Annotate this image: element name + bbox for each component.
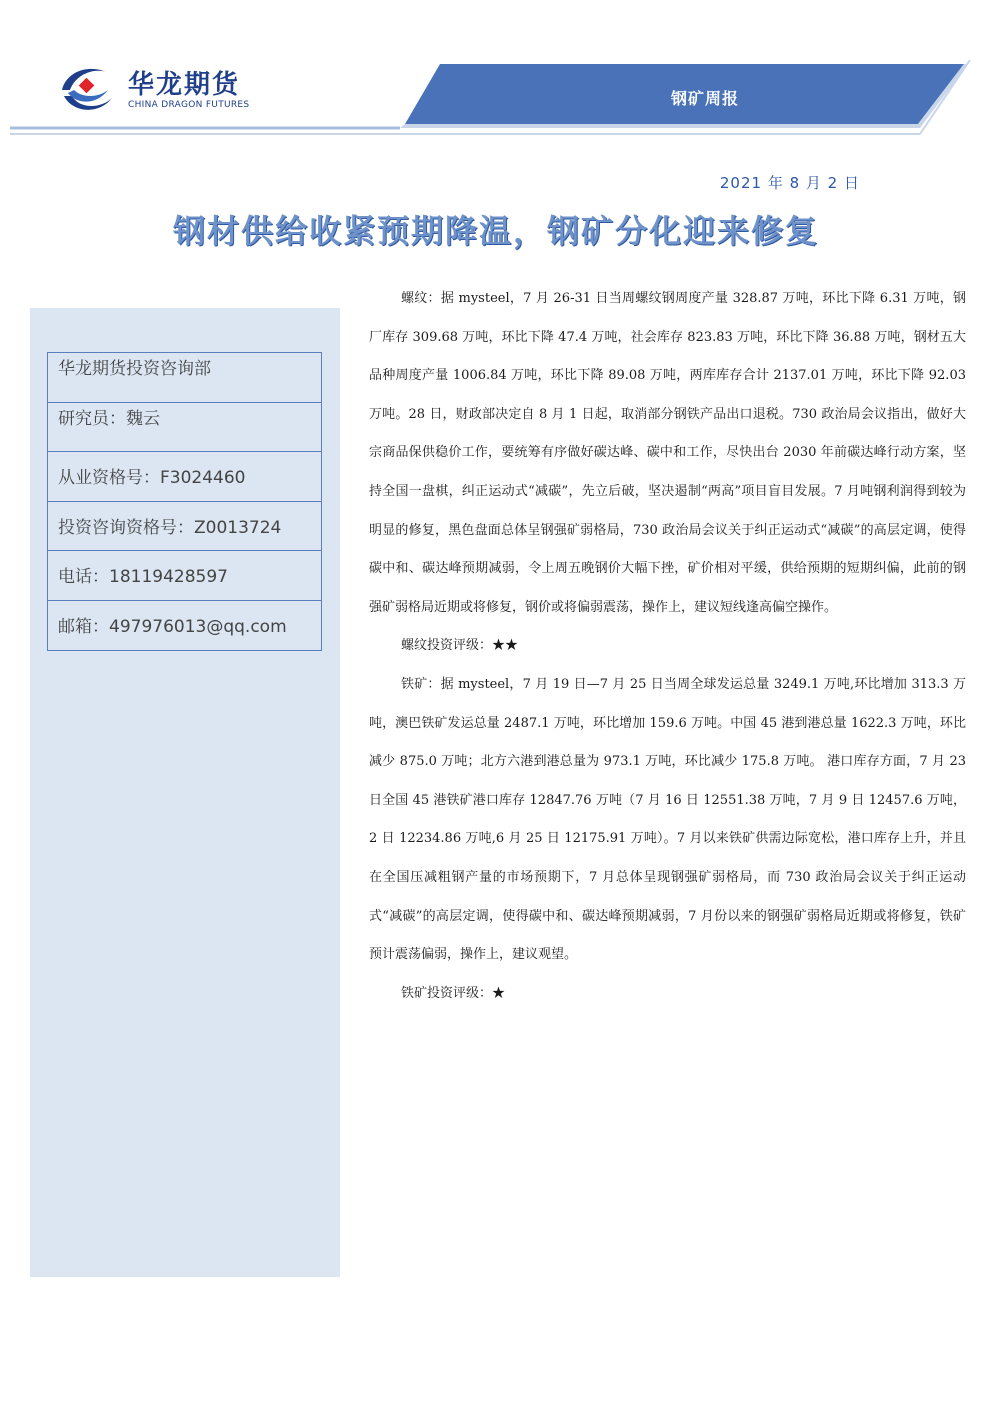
iron-ore-analysis-paragraph: 铁矿：据 mysteel，7 月 19 日—7 月 25 日当周全球发运总量 3249.1 万吨,环比增加 313.3 万吨，澳巴铁矿发运总量 2487.1 万吨，环比增加 159.6 万吨。中国 45 港到港总量 1622.3 万吨，环比减少 875.0 万吨；北方六港到港总量为 973.1 万吨，环比减少 175.8 万吨。 港口库存方面，7 月 23 日全国 45 港铁矿港口库存 12847.76 万吨（7 月 16 日 12551.38 万吨，7 月 9 日 12457.6 万吨，2 日 12234.86 万吨,6 月 25 日 12175.91 万吨）。7 月以来铁矿供需边际宽松，港口库存上升，并且在全国压减粗钢产量的市场预期下，7 月总体呈现钢强矿弱格局，而 730 政治局会议关于纠正运动式“减碳”的高层定调，使得碳中和、碳达峰预期减弱，7 月份以来的钢强矿弱格局近期或将修复，铁矿预计震荡偏弱，操作上，建议观望。 [369, 676, 966, 963]
advisory-qualification-number: 投资咨询资格号：Z0013724 [48, 502, 321, 552]
qualification-number: 从业资格号：F3024460 [48, 452, 321, 502]
department-label: 华龙期货投资咨询部 [48, 353, 321, 403]
email-address: 邮箱：497976013@qq.com [58, 616, 287, 637]
report-body [369, 280, 966, 1013]
phone-number: 电话：18119428597 [48, 551, 321, 601]
sidebar [30, 308, 340, 1277]
header-banner [0, 60, 992, 140]
researcher-label: 研究员：魏云 [48, 403, 321, 453]
contact-info-box [47, 352, 322, 651]
brand-name-en: CHINA DRAGON FUTURES [128, 100, 250, 110]
iron-ore-rating: 铁矿投资评级：★ [401, 985, 506, 1001]
rebar-analysis-paragraph: 螺纹：据 mysteel，7 月 26-31 日当周螺纹钢周度产量 328.87 万吨，环比下降 6.31 万吨，钢厂库存 309.68 万吨，环比下降 47.4 万吨，社会库存 823.83 万吨，环比下降 36.88 万吨，钢材五大品种周度产量 1006.84 万吨，环比下降 89.08 万吨，两库库存合计 2137.01 万吨，环比下降 92.03 万吨。28 日，财政部决定自 8 月 1 日起，取消部分钢铁产品出口退税。730 政治局会议指出，做好大宗商品保供稳价工作，要统筹有序做好碳达峰、碳中和工作，尽快出台 2030 年前碳达峰行动方案，坚持全国一盘棋，纠正运动式“减碳”，先立后破，坚决遏制“两高”项目盲目发展。7 月吨钢利润得到较为明显的修复，黑色盘面总体呈钢强矿弱格局，730 政治局会议关于纠正运动式“减碳”的高层定调，使得碳中和、碳达峰预期减弱，令上周五晚钢价大幅下挫，矿价相对平缓，供给预期的短期纠偏，此前的钢强矿弱格局近期或将修复，钢价或将偏弱震荡，操作上，建议短线逢高偏空操作。 [369, 291, 966, 615]
page-header [0, 0, 992, 140]
rebar-rating: 螺纹投资评级：★★ [401, 638, 519, 654]
brand-name-cn: 华龙期货 [128, 70, 241, 100]
report-date: 2021 年 8 月 2 日 [719, 174, 860, 192]
page-title: 钢材供给收紧预期降温，钢矿分化迎来修复 [172, 212, 819, 250]
report-type-label: 钢矿周报 [670, 89, 739, 108]
